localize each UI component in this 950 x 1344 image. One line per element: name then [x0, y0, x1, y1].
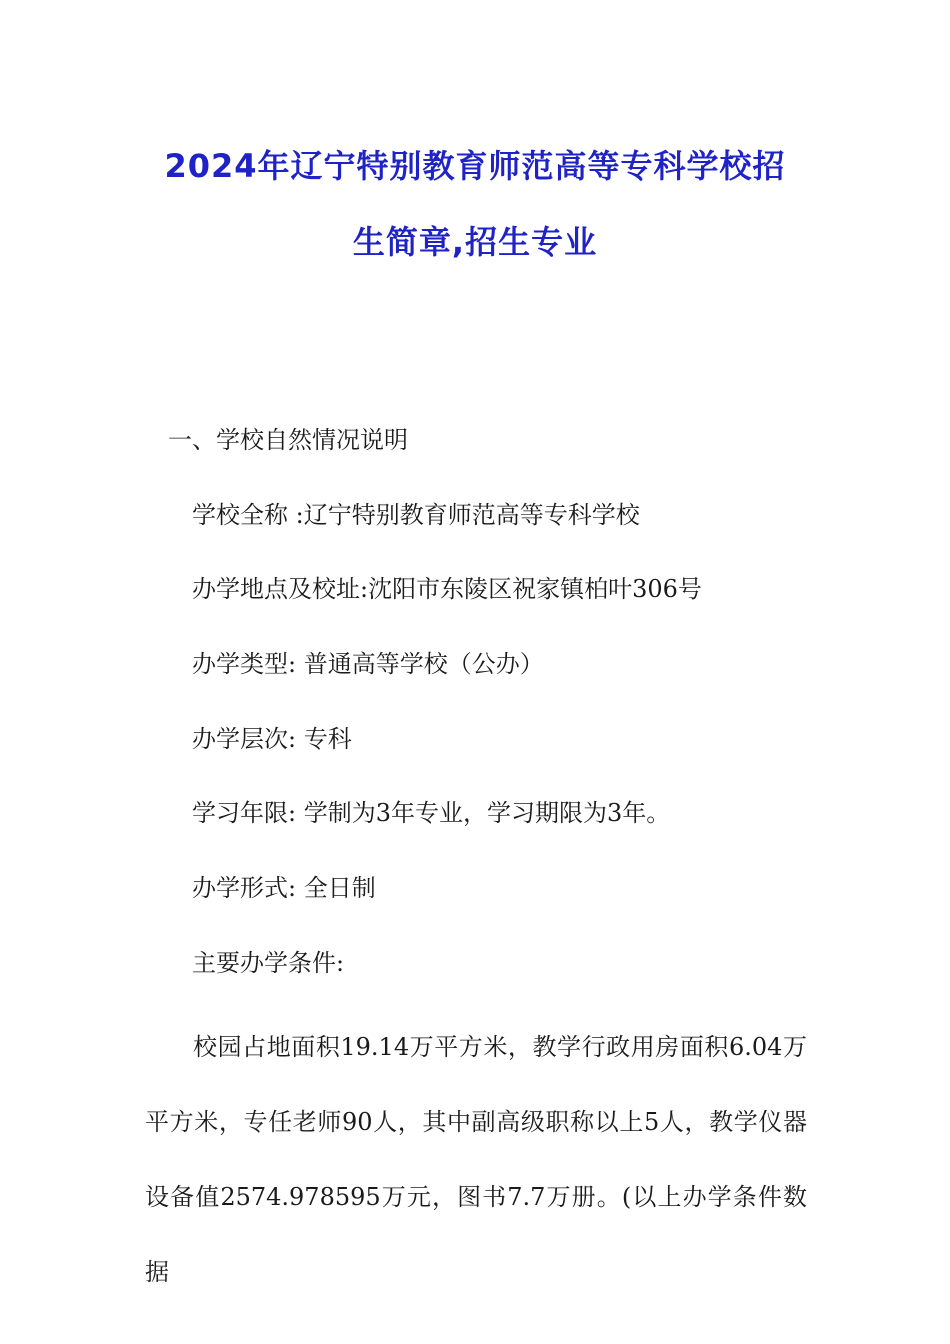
main-conditions-heading: 主要办学条件:: [192, 949, 345, 977]
conditions-paragraph: 校园占地面积19.14万平方米，教学行政用房面积6.04万平方米，专任老师90人，其中副高级职称以上5人，教学仪器设备值2574.978595万元，图书7.7万册。(以上办学条件数据: [145, 1033, 807, 1286]
document-title: [100, 128, 850, 280]
document-title-line-2: 生简章,招生专业: [352, 223, 598, 261]
document-title-line-1: 2024年辽宁特别教育师范高等专科学校招: [164, 147, 786, 185]
section-heading: 一、学校自然情况说明: [168, 426, 408, 454]
study-duration: 学习年限: 学制为3年专业，学习期限为3年。: [192, 799, 671, 827]
school-address: 办学地点及校址:沈阳市东陵区祝家镇柏叶306号: [192, 575, 702, 603]
school-type: 办学类型: 普通高等学校（公办）: [192, 650, 544, 678]
school-level: 办学层次: 专科: [192, 725, 352, 753]
study-form: 办学形式: 全日制: [192, 874, 376, 902]
school-full-name: 学校全称 :辽宁特别教育师范高等专科学校: [192, 501, 640, 529]
